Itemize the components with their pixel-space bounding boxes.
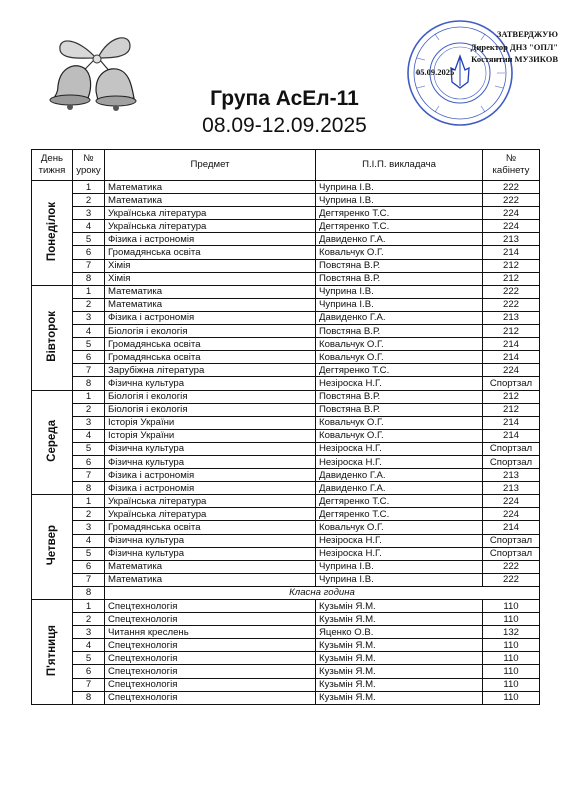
teacher-cell: Кузьмін Я.М. xyxy=(316,678,483,691)
teacher-cell: Незіроска Н.Г. xyxy=(316,547,483,560)
lesson-number: 8 xyxy=(73,586,105,599)
teacher-cell: Кузьмін Я.М. xyxy=(316,613,483,626)
table-row xyxy=(32,207,540,220)
lesson-number: 2 xyxy=(73,194,105,207)
group-title: Група АсЕл-11 xyxy=(210,87,359,110)
lesson-number: 1 xyxy=(73,600,105,613)
subject-cell: Фізична культура xyxy=(105,547,316,560)
teacher-cell: Чуприна І.В. xyxy=(316,285,483,298)
lesson-number: 3 xyxy=(73,311,105,324)
lesson-number: 3 xyxy=(73,207,105,220)
room-cell: Спортзал xyxy=(483,547,540,560)
room-cell: 214 xyxy=(483,521,540,534)
teacher-cell: Давиденко Г.А. xyxy=(316,311,483,324)
table-row xyxy=(32,547,540,560)
teacher-cell: Чуприна І.В. xyxy=(316,560,483,573)
lesson-number: 4 xyxy=(73,639,105,652)
room-cell: 213 xyxy=(483,482,540,495)
room-cell: 110 xyxy=(483,678,540,691)
lesson-number: 1 xyxy=(73,181,105,194)
table-row xyxy=(32,691,540,704)
lesson-number: 8 xyxy=(73,482,105,495)
teacher-cell: Кузьмін Я.М. xyxy=(316,665,483,678)
lesson-number: 5 xyxy=(73,652,105,665)
teacher-cell: Дегтяренко Т.С. xyxy=(316,495,483,508)
teacher-cell: Давиденко Г.А. xyxy=(316,233,483,246)
table-row xyxy=(32,639,540,652)
subject-cell: Фізика і астрономія xyxy=(105,469,316,482)
lesson-number: 8 xyxy=(73,377,105,390)
lesson-number: 7 xyxy=(73,259,105,272)
teacher-cell: Дегтяренко Т.С. xyxy=(316,220,483,233)
schedule-table xyxy=(31,149,540,705)
lesson-number: 7 xyxy=(73,573,105,586)
room-column-header: № кабінету xyxy=(483,150,540,181)
subject-cell: Біологія і екологія xyxy=(105,390,316,403)
table-row xyxy=(32,194,540,207)
lesson-number: 6 xyxy=(73,455,105,468)
day-name-cell xyxy=(32,600,73,705)
approve-label: ЗАТВЕРДЖУЮ xyxy=(496,29,558,39)
lesson-number: 6 xyxy=(73,246,105,259)
room-cell: 222 xyxy=(483,181,540,194)
room-cell: 222 xyxy=(483,298,540,311)
table-row xyxy=(32,442,540,455)
subject-cell: Біологія і екологія xyxy=(105,403,316,416)
room-cell: 224 xyxy=(483,220,540,233)
teacher-cell: Ковальчук О.Г. xyxy=(316,351,483,364)
subject-cell: Спецтехнологія xyxy=(105,639,316,652)
table-row xyxy=(32,181,540,194)
room-cell: 222 xyxy=(483,285,540,298)
room-cell: 214 xyxy=(483,416,540,429)
teacher-cell: Чуприна І.В. xyxy=(316,194,483,207)
lesson-number: 4 xyxy=(73,429,105,442)
day-name: Четвер xyxy=(45,525,58,566)
teacher-cell: Дегтяренко Т.С. xyxy=(316,508,483,521)
lesson-number: 2 xyxy=(73,403,105,416)
subject-cell: Фізика і астрономія xyxy=(105,233,316,246)
teacher-cell: Повстяна В.Р. xyxy=(316,403,483,416)
lesson-number: 3 xyxy=(73,521,105,534)
table-row xyxy=(32,495,540,508)
room-cell: 213 xyxy=(483,233,540,246)
day-name-cell xyxy=(32,390,73,495)
lesson-number: 7 xyxy=(73,678,105,691)
subject-cell: Фізика і астрономія xyxy=(105,482,316,495)
table-row xyxy=(32,325,540,338)
table-row xyxy=(32,416,540,429)
special-note: Класна година xyxy=(105,586,540,599)
lesson-number: 1 xyxy=(73,390,105,403)
table-row xyxy=(32,469,540,482)
table-row xyxy=(32,259,540,272)
room-cell: 222 xyxy=(483,573,540,586)
subject-cell: Громадянська освіта xyxy=(105,521,316,534)
room-cell: 110 xyxy=(483,665,540,678)
date-range: 08.09-12.09.2025 xyxy=(202,114,367,137)
table-row xyxy=(32,455,540,468)
teacher-cell: Ковальчук О.Г. xyxy=(316,338,483,351)
table-row xyxy=(32,390,540,403)
day-name: Вівторок xyxy=(45,310,58,362)
subject-column-header: Предмет xyxy=(105,150,316,181)
room-cell: 222 xyxy=(483,560,540,573)
room-cell: 212 xyxy=(483,259,540,272)
room-cell: 222 xyxy=(483,194,540,207)
teacher-cell: Незіроска Н.Г. xyxy=(316,534,483,547)
room-cell: Спортзал xyxy=(483,534,540,547)
table-row xyxy=(32,377,540,390)
subject-cell: Фізична культура xyxy=(105,442,316,455)
subject-cell: Фізика і астрономія xyxy=(105,311,316,324)
room-cell: Спортзал xyxy=(483,442,540,455)
room-cell: Спортзал xyxy=(483,455,540,468)
teacher-cell: Чуприна І.В. xyxy=(316,573,483,586)
teacher-cell: Давиденко Г.А. xyxy=(316,469,483,482)
subject-cell: Біологія і екологія xyxy=(105,325,316,338)
lesson-number: 6 xyxy=(73,665,105,678)
room-cell: 214 xyxy=(483,246,540,259)
table-row xyxy=(32,338,540,351)
table-row xyxy=(32,626,540,639)
subject-cell: Математика xyxy=(105,285,316,298)
lesson-number: 2 xyxy=(73,613,105,626)
table-header-row xyxy=(32,150,540,181)
teacher-cell: Кузьмін Я.М. xyxy=(316,639,483,652)
teacher-cell: Незіроска Н.Г. xyxy=(316,442,483,455)
approval-block xyxy=(398,28,558,78)
room-cell: 110 xyxy=(483,691,540,704)
lesson-number: 4 xyxy=(73,534,105,547)
lesson-number: 3 xyxy=(73,416,105,429)
lesson-number: 5 xyxy=(73,338,105,351)
teacher-cell: Повстяна В.Р. xyxy=(316,390,483,403)
subject-cell: Громадянська освіта xyxy=(105,338,316,351)
page-title-block xyxy=(0,85,569,140)
day-name: П'ятниця xyxy=(45,624,58,676)
subject-cell: Фізична культура xyxy=(105,534,316,547)
lesson-number: 3 xyxy=(73,626,105,639)
subject-cell: Спецтехнологія xyxy=(105,665,316,678)
lesson-number: 6 xyxy=(73,560,105,573)
day-name: Середа xyxy=(45,419,58,462)
room-cell: 132 xyxy=(483,626,540,639)
table-row xyxy=(32,560,540,573)
teacher-cell: Повстяна В.Р. xyxy=(316,259,483,272)
table-row xyxy=(32,652,540,665)
lesson-number: 2 xyxy=(73,298,105,311)
table-row xyxy=(32,665,540,678)
subject-cell: Фізична культура xyxy=(105,377,316,390)
room-cell: 110 xyxy=(483,613,540,626)
room-cell: 224 xyxy=(483,495,540,508)
table-row xyxy=(32,429,540,442)
room-cell: 212 xyxy=(483,325,540,338)
room-cell: 214 xyxy=(483,351,540,364)
room-cell: 110 xyxy=(483,652,540,665)
subject-cell: Громадянська освіта xyxy=(105,246,316,259)
lesson-number: 5 xyxy=(73,442,105,455)
teacher-cell: Чуприна І.В. xyxy=(316,181,483,194)
lesson-number: 7 xyxy=(73,469,105,482)
room-cell: 224 xyxy=(483,508,540,521)
room-cell: 212 xyxy=(483,390,540,403)
subject-cell: Історія України xyxy=(105,416,316,429)
teacher-cell: Кузьмін Я.М. xyxy=(316,600,483,613)
subject-cell: Українська література xyxy=(105,508,316,521)
day-name-cell xyxy=(32,495,73,600)
teacher-cell: Повстяна В.Р. xyxy=(316,272,483,285)
subject-cell: Історія України xyxy=(105,429,316,442)
lesson-number: 8 xyxy=(73,272,105,285)
lesson-number: 7 xyxy=(73,364,105,377)
table-row xyxy=(32,246,540,259)
subject-cell: Хімія xyxy=(105,272,316,285)
day-name: Понеділок xyxy=(45,201,58,261)
room-cell: 224 xyxy=(483,207,540,220)
lesson-number: 4 xyxy=(73,325,105,338)
table-row xyxy=(32,233,540,246)
table-row xyxy=(32,364,540,377)
table-row xyxy=(32,600,540,613)
lesson-number: 2 xyxy=(73,508,105,521)
director-name: Костянтин МУЗИКОВ xyxy=(471,54,558,64)
room-cell: 224 xyxy=(483,364,540,377)
table-row xyxy=(32,285,540,298)
teacher-cell: Ковальчук О.Г. xyxy=(316,521,483,534)
table-row xyxy=(32,613,540,626)
subject-cell: Громадянська освіта xyxy=(105,351,316,364)
day-column-header: День тижня xyxy=(32,150,73,181)
table-row xyxy=(32,403,540,416)
room-cell: 214 xyxy=(483,429,540,442)
teacher-cell: Ковальчук О.Г. xyxy=(316,246,483,259)
day-name-cell xyxy=(32,181,73,286)
subject-cell: Читання креслень xyxy=(105,626,316,639)
teacher-cell: Кузьмін Я.М. xyxy=(316,691,483,704)
teacher-cell: Незіроска Н.Г. xyxy=(316,377,483,390)
table-row xyxy=(32,508,540,521)
subject-cell: Українська література xyxy=(105,220,316,233)
table-row xyxy=(32,534,540,547)
lesson-number: 5 xyxy=(73,233,105,246)
lesson-number: 6 xyxy=(73,351,105,364)
room-cell: 212 xyxy=(483,403,540,416)
lesson-number: 8 xyxy=(73,691,105,704)
table-row xyxy=(32,482,540,495)
teacher-cell: Повстяна В.Р. xyxy=(316,325,483,338)
teacher-cell: Дегтяренко Т.С. xyxy=(316,207,483,220)
table-row xyxy=(32,220,540,233)
subject-cell: Математика xyxy=(105,194,316,207)
lesson-number: 5 xyxy=(73,547,105,560)
lesson-number: 4 xyxy=(73,220,105,233)
teacher-column-header: П.І.П. викладача xyxy=(316,150,483,181)
subject-cell: Фізична культура xyxy=(105,455,316,468)
room-cell: 212 xyxy=(483,272,540,285)
teacher-cell: Кузьмін Я.М. xyxy=(316,652,483,665)
subject-cell: Спецтехнологія xyxy=(105,613,316,626)
subject-cell: Зарубіжна література xyxy=(105,364,316,377)
table-row xyxy=(32,573,540,586)
teacher-cell: Чуприна І.В. xyxy=(316,298,483,311)
subject-cell: Спецтехнологія xyxy=(105,652,316,665)
table-row xyxy=(32,298,540,311)
subject-cell: Спецтехнологія xyxy=(105,691,316,704)
table-row xyxy=(32,311,540,324)
teacher-cell: Ковальчук О.Г. xyxy=(316,429,483,442)
director-position: Директор ДНЗ "ОПЛ" xyxy=(470,41,558,52)
day-name-cell xyxy=(32,285,73,390)
subject-cell: Українська література xyxy=(105,207,316,220)
table-row xyxy=(32,678,540,691)
subject-cell: Хімія xyxy=(105,259,316,272)
room-cell: 213 xyxy=(483,311,540,324)
room-cell: 110 xyxy=(483,600,540,613)
room-cell: Спортзал xyxy=(483,377,540,390)
teacher-cell: Яценко О.В. xyxy=(316,626,483,639)
table-row xyxy=(32,586,540,599)
subject-cell: Математика xyxy=(105,298,316,311)
approve-date: 05.09.2025 xyxy=(416,66,455,77)
lesson-number: 1 xyxy=(73,495,105,508)
room-cell: 110 xyxy=(483,639,540,652)
teacher-cell: Дегтяренко Т.С. xyxy=(316,364,483,377)
subject-cell: Українська література xyxy=(105,495,316,508)
lesson-column-header: № уроку xyxy=(73,150,105,181)
table-row xyxy=(32,351,540,364)
subject-cell: Математика xyxy=(105,560,316,573)
room-cell: 213 xyxy=(483,469,540,482)
table-row xyxy=(32,272,540,285)
room-cell: 214 xyxy=(483,338,540,351)
teacher-cell: Давиденко Г.А. xyxy=(316,482,483,495)
subject-cell: Спецтехнологія xyxy=(105,600,316,613)
teacher-cell: Ковальчук О.Г. xyxy=(316,416,483,429)
lesson-number: 1 xyxy=(73,285,105,298)
table-row xyxy=(32,521,540,534)
subject-cell: Математика xyxy=(105,181,316,194)
subject-cell: Спецтехнологія xyxy=(105,678,316,691)
subject-cell: Математика xyxy=(105,573,316,586)
teacher-cell: Незіроска Н.Г. xyxy=(316,455,483,468)
